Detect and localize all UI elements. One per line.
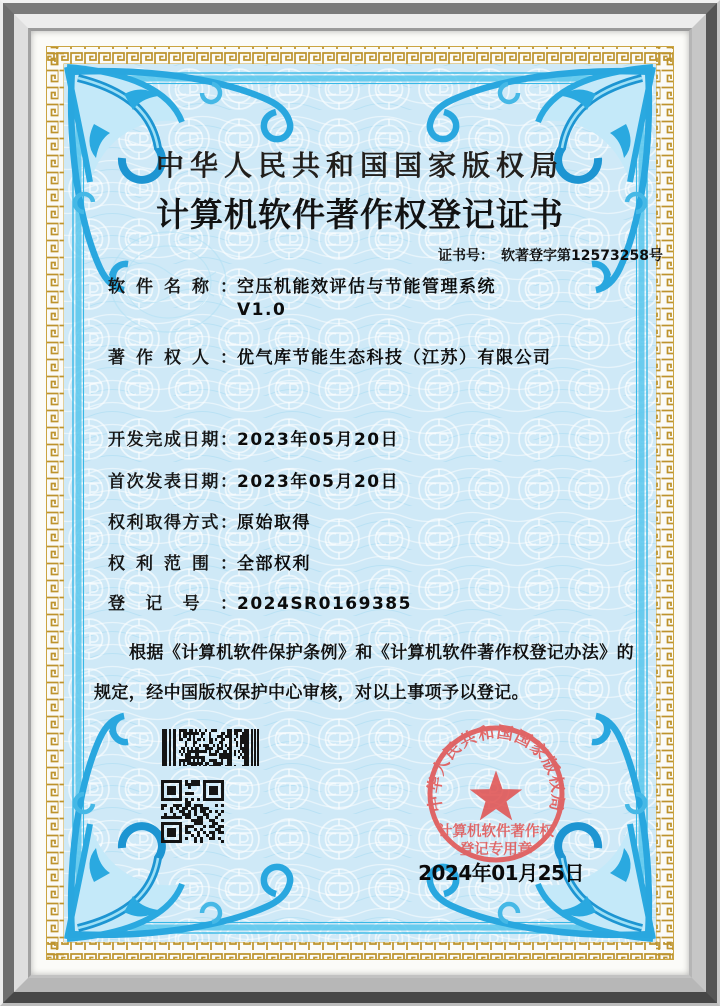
registration-statement: 根据《计算机软件保护条例》和《计算机软件著作权登记办法》的规定，经中国版权保护中心审核，对以上事项予以登记。 [94, 643, 634, 703]
seal-ring-text: 中华人民共和国国家版权局 [424, 722, 568, 814]
field-value: 优气库节能生态科技（江苏）有限公司 [237, 348, 552, 368]
field-value: 2023年05月20日 [237, 430, 400, 450]
field-label: 权利范围： [108, 554, 237, 574]
certificate-number-value: 软著登字第12573258号 [501, 248, 663, 264]
qr-code [161, 780, 224, 843]
field-label: 登记号： [108, 594, 237, 614]
field-value: 2024SR0169385 [237, 594, 412, 614]
authority-name: 中华人民共和国国家版权局 [155, 149, 564, 182]
field-software-name [108, 276, 496, 322]
field-rights-acquisition [108, 512, 311, 535]
field-value: 原始取得 [237, 513, 311, 533]
field-value: 空压机能效评估与节能管理系统 [237, 277, 496, 297]
seal-line1: 计算机软件著作权 [438, 824, 554, 840]
seal-star [470, 770, 522, 820]
certificate-number-label: 证书号： [438, 248, 494, 264]
field-dev-complete-date [108, 429, 399, 452]
field-copyright-owner [108, 347, 552, 370]
certificate-title: 计算机软件著作权登记证书 [156, 195, 564, 234]
barcode [162, 729, 260, 766]
field-label: 权利取得方式： [108, 513, 237, 533]
field-value-version: V1.0 [237, 300, 287, 320]
field-label: 首次发表日期： [108, 472, 237, 492]
certificate-number [438, 245, 663, 265]
official-seal [408, 706, 584, 882]
field-label: 开发完成日期： [108, 430, 237, 450]
field-first-publish-date [108, 471, 399, 494]
field-value: 2023年05月20日 [237, 472, 400, 492]
field-rights-scope [108, 553, 311, 576]
field-registration-number [108, 593, 412, 616]
seal-line2: 登记专用章 [459, 842, 533, 858]
field-label: 著作权人： [108, 348, 237, 368]
field-value: 全部权利 [237, 554, 311, 574]
issue-date: 2024年01月25日 [418, 861, 584, 885]
field-label: 软件名称： [108, 277, 237, 297]
